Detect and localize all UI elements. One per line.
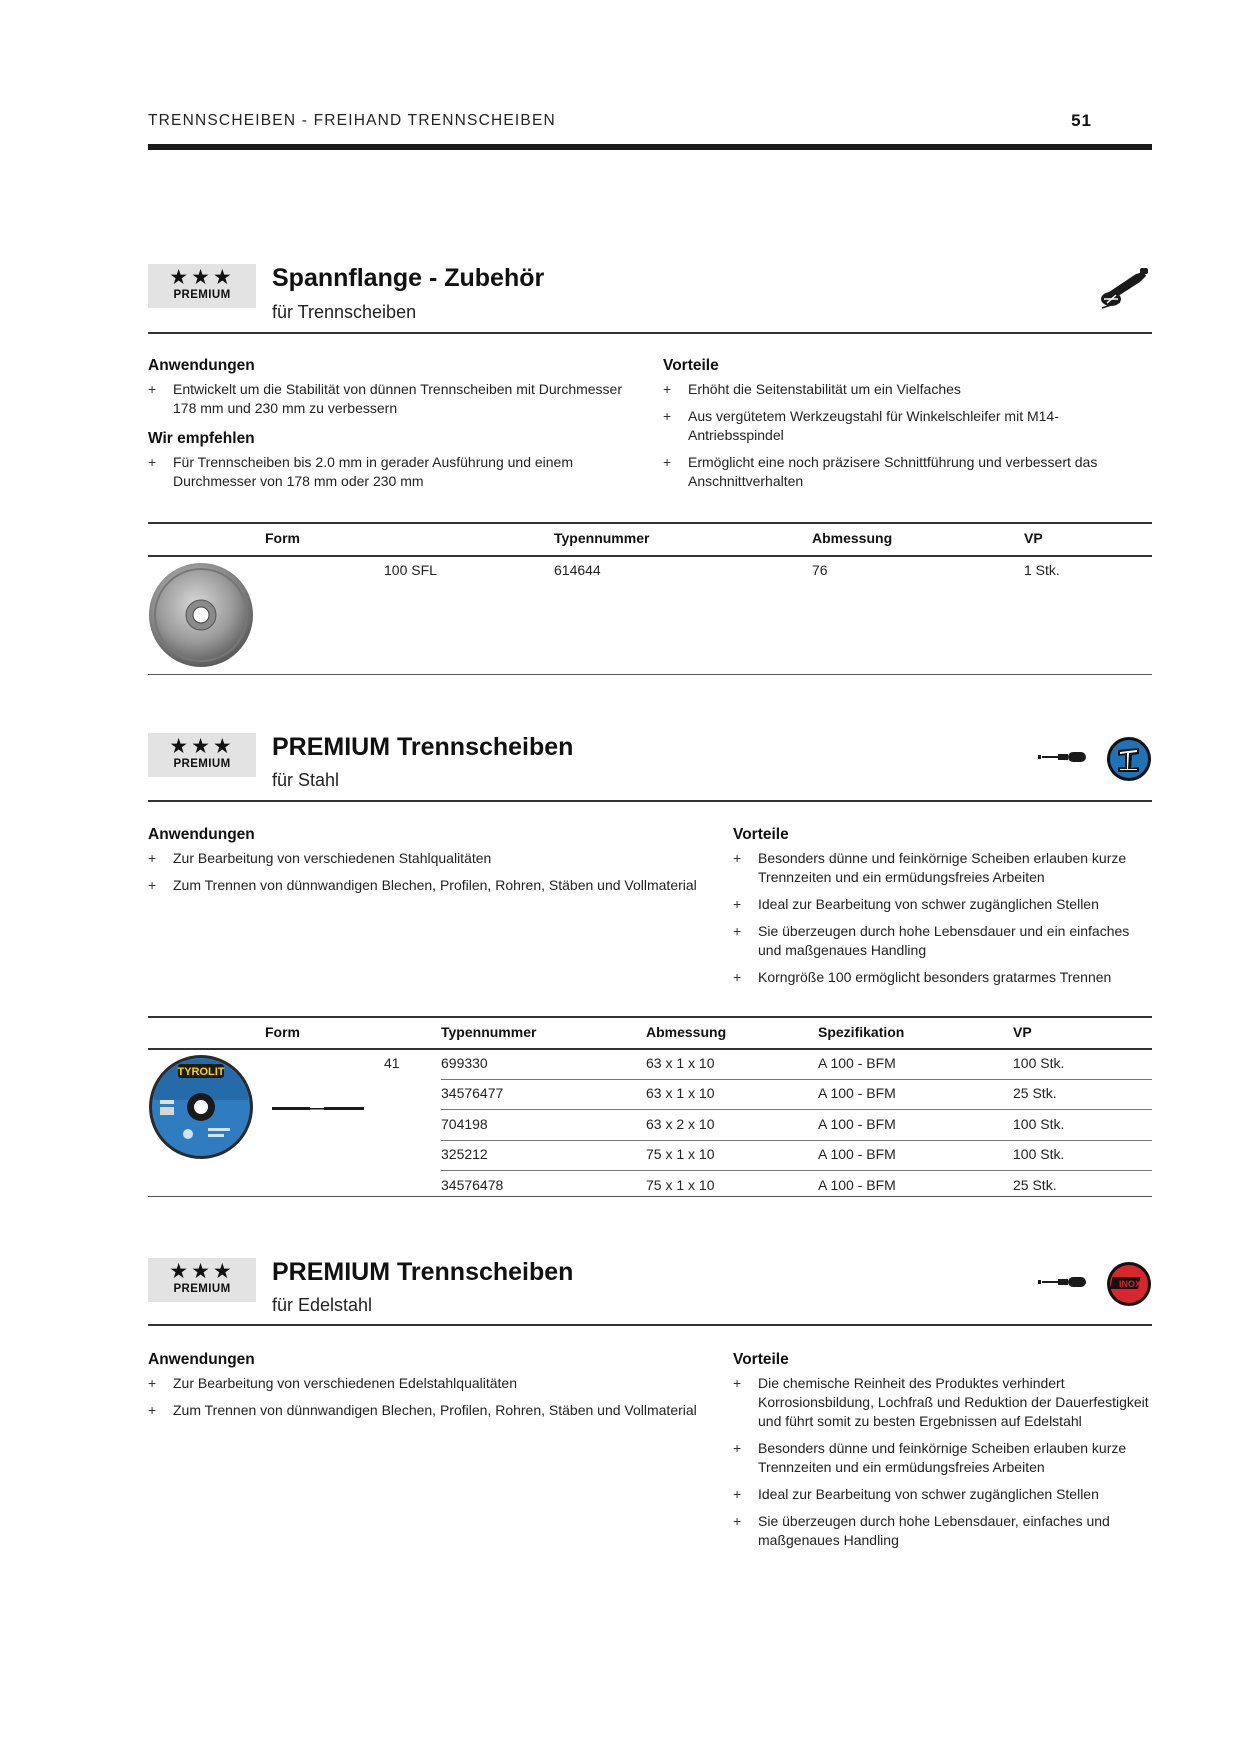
section-title: PREMIUM Trennscheiben xyxy=(272,1258,574,1286)
die-grinder-icon xyxy=(1038,750,1088,764)
table-bottom-rule xyxy=(148,674,1152,675)
table-header-rule xyxy=(148,1048,1152,1050)
anwendungen-heading: Anwendungen xyxy=(148,357,255,374)
cell-vp: 100 Stk. xyxy=(1013,1115,1065,1132)
cell-vp: 25 Stk. xyxy=(1013,1176,1057,1193)
th-typennummer: Typennummer xyxy=(554,530,650,546)
list-item: + Korngröße 100 ermöglicht besonders gratarmes Trennen xyxy=(733,968,1151,987)
cell-typennummer: 34576478 xyxy=(441,1176,504,1193)
cell-spezifikation: A 100 - BFM xyxy=(818,1085,896,1102)
th-form: Form xyxy=(265,1024,300,1040)
th-typennummer: Typennummer xyxy=(441,1024,537,1040)
th-form: Form xyxy=(265,530,300,546)
table-top-rule xyxy=(148,522,1152,524)
cell-spezifikation: A 100 - BFM xyxy=(818,1146,896,1163)
premium-badge xyxy=(148,733,256,777)
cell-typennummer: 325212 xyxy=(441,1146,488,1163)
anwendungen-heading: Anwendungen xyxy=(148,1351,255,1368)
cell-abmessung: 63 x 2 x 10 xyxy=(646,1115,715,1132)
page-number: 51 xyxy=(1071,111,1092,130)
row-divider xyxy=(441,1079,1152,1080)
list-item: + Zur Bearbeitung von verschiedenen Edelstahlqualitäten xyxy=(148,1374,728,1393)
disc-profile-drawing xyxy=(272,1106,364,1112)
th-spezifikation: Spezifikation xyxy=(818,1024,905,1040)
inox-label: INOX xyxy=(1118,1279,1142,1289)
table-header-rule xyxy=(148,555,1152,557)
row-divider xyxy=(441,1109,1152,1110)
cell-vp: 100 Stk. xyxy=(1013,1146,1065,1163)
th-vp: VP xyxy=(1024,530,1043,546)
list-item: + Ideal zur Bearbeitung von schwer zugänglichen Stellen xyxy=(733,1485,1151,1504)
anwendungen-list xyxy=(148,849,728,903)
table-bottom-rule xyxy=(148,1196,1152,1197)
cell-vp: 1 Stk. xyxy=(1024,562,1060,578)
list-item: + Entwickelt um die Stabilität von dünnen Trennscheiben mit Durchmesser 178 mm und 230 mm zu verbessern xyxy=(148,380,648,418)
vorteile-list xyxy=(733,1374,1151,1558)
th-vp: VP xyxy=(1013,1024,1032,1040)
cutting-disc-product-image xyxy=(148,1054,254,1160)
die-grinder-icon xyxy=(1038,1275,1088,1289)
cell-abmessung: 76 xyxy=(812,562,828,578)
cell-typennummer: 34576477 xyxy=(441,1085,504,1102)
cell-spezifikation: A 100 - BFM xyxy=(818,1115,896,1132)
form-code: 41 xyxy=(384,1055,400,1071)
anwendungen-heading: Anwendungen xyxy=(148,826,255,843)
header-rule xyxy=(148,144,1152,150)
empfehlen-list xyxy=(148,453,648,499)
section-rule xyxy=(148,800,1152,802)
vorteile-list xyxy=(733,849,1151,995)
cell-abmessung: 63 x 1 x 10 xyxy=(646,1085,715,1102)
section-subtitle: für Stahl xyxy=(272,770,340,790)
cell-abmessung: 63 x 1 x 10 xyxy=(646,1055,715,1071)
vorteile-heading: Vorteile xyxy=(663,357,719,374)
section-subtitle: für Trennscheiben xyxy=(272,302,417,322)
row-divider xyxy=(441,1140,1152,1141)
section-title: PREMIUM Trennscheiben xyxy=(272,733,574,761)
rating-stars: ★★★ xyxy=(169,266,235,289)
list-item: + Erhöht die Seitenstabilität um ein Vielfaches xyxy=(663,380,1143,399)
list-item: + Zum Trennen von dünnwandigen Blechen, Profilen, Rohren, Stäben und Vollmaterial xyxy=(148,876,728,895)
section-title: Spannflange - Zubehör xyxy=(272,264,545,292)
tyrolit-logo: TYROLIT xyxy=(177,1066,225,1078)
list-item: + Sie überzeugen durch hohe Lebensdauer, einfaches und maßgenaues Handling xyxy=(733,1512,1151,1550)
vorteile-list xyxy=(663,380,1143,499)
premium-label: PREMIUM xyxy=(173,1283,231,1295)
table-top-rule xyxy=(148,1016,1152,1018)
running-header-title: TRENNSCHEIBEN - FREIHAND TRENNSCHEIBEN xyxy=(148,112,556,129)
row-divider xyxy=(441,1170,1152,1171)
section-rule xyxy=(148,1324,1152,1326)
anwendungen-list xyxy=(148,1374,728,1428)
anwendungen-list xyxy=(148,380,648,426)
list-item: + Sie überzeugen durch hohe Lebensdauer und ein einfaches und maßgenaues Handling xyxy=(733,922,1151,960)
list-item: + Zum Trennen von dünnwandigen Blechen, Profilen, Rohren, Stäben und Vollmaterial xyxy=(148,1401,728,1420)
list-item: + Besonders dünne und feinkörnige Scheiben erlauben kurze Trennzeiten und ein ermüdungsfreies Arbeiten xyxy=(733,1439,1151,1477)
list-item: + Für Trennscheiben bis 2.0 mm in gerader Ausführung und einem Durchmesser von 178 mm oder 230 mm xyxy=(148,453,648,491)
steel-material-icon xyxy=(1106,736,1152,782)
cell-abmessung: 75 x 1 x 10 xyxy=(646,1176,715,1193)
list-item: + Ideal zur Bearbeitung von schwer zugänglichen Stellen xyxy=(733,895,1151,914)
premium-label: PREMIUM xyxy=(173,289,231,301)
form-code: 100 SFL xyxy=(384,562,437,578)
angle-grinder-icon xyxy=(1098,266,1150,310)
cell-vp: 25 Stk. xyxy=(1013,1085,1057,1102)
list-item: + Aus vergütetem Werkzeugstahl für Winkelschleifer mit M14-Antriebsspindel xyxy=(663,407,1143,445)
section-rule xyxy=(148,332,1152,334)
list-item: + Ermöglicht eine noch präzisere Schnittführung und verbessert das Anschnittverhalten xyxy=(663,453,1143,491)
section-subtitle: für Edelstahl xyxy=(272,1295,373,1315)
vorteile-heading: Vorteile xyxy=(733,826,789,843)
premium-badge xyxy=(148,1258,256,1302)
vorteile-heading: Vorteile xyxy=(733,1351,789,1368)
cell-spezifikation: A 100 - BFM xyxy=(818,1055,896,1071)
premium-badge xyxy=(148,264,256,308)
list-item: + Die chemische Reinheit des Produktes verhindert Korrosionsbildung, Lochfraß und Reduktion der Dauerfestigkeit und führt somit zu besten Ergebnissen auf Edelstahl xyxy=(733,1374,1151,1431)
cell-abmessung: 75 x 1 x 10 xyxy=(646,1146,715,1163)
flange-product-image xyxy=(148,562,254,668)
empfehlen-heading: Wir empfehlen xyxy=(148,430,255,447)
cell-vp: 100 Stk. xyxy=(1013,1055,1065,1071)
rating-stars: ★★★ xyxy=(169,1260,235,1283)
th-abmessung: Abmessung xyxy=(812,530,893,546)
inox-material-icon xyxy=(1106,1261,1152,1307)
cell-typennummer: 614644 xyxy=(554,562,601,578)
cell-spezifikation: A 100 - BFM xyxy=(818,1176,896,1193)
list-item: + Zur Bearbeitung von verschiedenen Stahlqualitäten xyxy=(148,849,728,868)
cell-typennummer: 699330 xyxy=(441,1055,488,1071)
list-item: + Besonders dünne und feinkörnige Scheiben erlauben kurze Trennzeiten und ein ermüdungsfreies Arbeiten xyxy=(733,849,1151,887)
th-abmessung: Abmessung xyxy=(646,1024,727,1040)
rating-stars: ★★★ xyxy=(169,735,235,758)
cell-typennummer: 704198 xyxy=(441,1115,488,1132)
premium-label: PREMIUM xyxy=(173,758,231,770)
